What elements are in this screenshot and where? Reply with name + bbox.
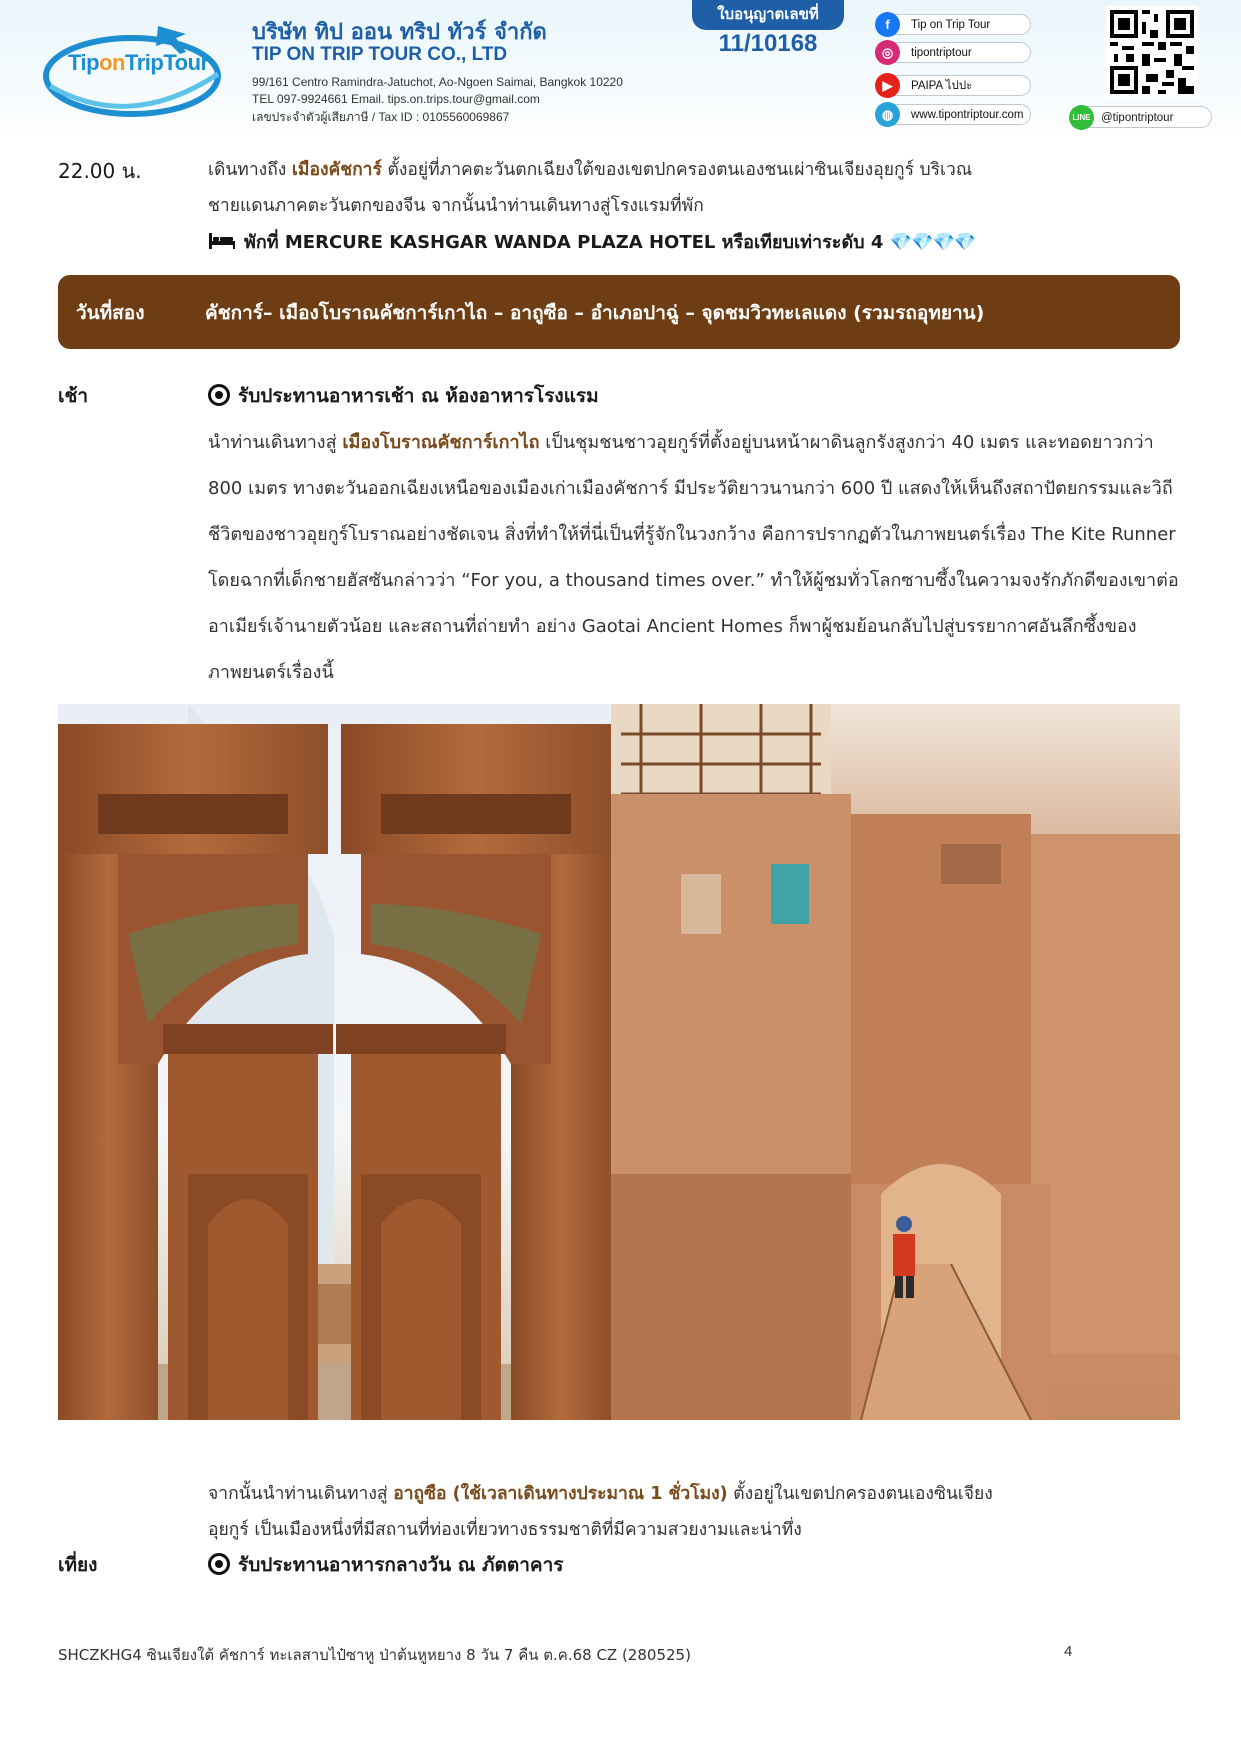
instagram-link[interactable]: ◎ tipontriptour <box>876 42 1031 63</box>
place-artux: อาถูซือ (ใช้เวลาเดินทางประมาณ 1 ชั่วโมง) <box>393 1484 728 1504</box>
footer-program-code: SHCZKHG4 ซินเจียงใต้ คัชการ์ ทะเลสาบไป๋ซาหู ป่าต้นหูหยาง 8 วัน 7 คืน ต.ค.68 CZ (280525) <box>58 1646 691 1664</box>
line-icon: LINE <box>1069 105 1094 130</box>
license-label: ใบอนุญาตเลขที่ <box>692 0 844 30</box>
facebook-link[interactable]: f Tip on Trip Tour <box>876 14 1031 35</box>
photo-old-town-alley <box>611 704 1180 1420</box>
day-header-bar <box>58 275 1180 349</box>
youtube-link[interactable]: ▶ PAIPA ไปปะ <box>876 75 1031 96</box>
arrival-paragraph: เดินทางถึง เมืองคัชการ์ ตั้งอยู่ที่ภาคตะวันตกเฉียงใต้ของเขตปกครองตนเองชนเผ่าซินเจียงอุยกูร์ บริเวณ ชายแดนภาคตะวันตกของจีน จากนั้นนำท่านเดินทางสู่โรงแรมที่พัก <box>208 160 973 216</box>
gaotai-paragraph: นำท่านเดินทางสู่ เมืองโบราณคัชการ์เกาไถ เป็นชุมชนชาวอุยกูร์ที่ตั้งอยู่บนหน้าผาดินลูกรังสูงกว่า 40 เมตร และทอดยาวกว่า 800 เมตร ทางตะวันออกเฉียงเหนือของเมืองเก่าเมืองคัชการ์ มีประวัติยาวนานกว่า 600 ปี แสดงให้เห็นถึงสถาปัตยกรรมและวิถีชีวิตของชาวอุยกูร์โบราณอย่างชัดเจน สิ่งที่ทำให้ที่นี่เป็นที่รู้จักในวงกว้าง คือการปรากฏตัวในภาพยนตร์เรื่อง The Kite Runner โดยฉากที่เด็กชายฮัสซันกล่าวว่า “For you, a thousand times over.” ทำให้ผู้ชมทั่วโลกซาบซึ้งในความจงรักภักดีของเขาต่ออาเมียร์เจ้านายตัวน้อย และสถานที่ถ่ายทำ อย่าง Gaotai Ancient Homes ก็พาผู้ชมย้อนกลับไปสู่บรรยากาศอันลึกซึ้งของภาพยนตร์เรื่องนี้ <box>208 432 1179 683</box>
qr-code <box>1106 6 1198 98</box>
company-name-th: บริษัท ทิป ออน ทริป ทัวร์ จำกัด <box>252 20 547 45</box>
old-town-image <box>611 704 1180 1420</box>
facebook-icon: f <box>875 12 900 37</box>
company-logo: TiponTripTour <box>68 50 209 75</box>
hotel-info: พักที่ MERCURE KASHGAR WANDA PLAZA HOTEL หรือเทียบเท่าระดับ 4 💎💎💎💎 <box>208 227 975 256</box>
page-header <box>0 0 1241 140</box>
instagram-icon: ◎ <box>875 40 900 65</box>
company-address: 99/161 Centro Ramindra-Jatuchot, Ao-Ngoen Saimai, Bangkok 10220 <box>252 75 623 89</box>
place-gaotai: เมืองโบราณคัชการ์เกาไถ <box>342 432 540 453</box>
breakfast-info: รับประทานอาหารเช้า ณ ห้องอาหารโรงแรม <box>208 381 599 411</box>
dish-icon <box>208 384 230 406</box>
company-contact: TEL 097-9924661 Email. tips.on.trips.tour@gmail.com <box>252 92 540 106</box>
day-title: คัชการ์– เมืองโบราณคัชการ์เกาไถ – อาถูซือ – อำเภอปาฉู่ – จุดชมวิวทะเลแดง (รวมรถอุทยาน) <box>205 302 985 324</box>
license-number: 11/10168 <box>718 30 818 57</box>
day-label: วันที่สอง <box>76 302 145 324</box>
youtube-icon: ▶ <box>875 73 900 98</box>
bed-icon <box>208 231 236 251</box>
company-name-en: TIP ON TRIP TOUR CO., LTD <box>252 44 508 65</box>
brick-gate-image <box>58 704 611 1420</box>
breakfast-label: เช้า <box>58 385 89 407</box>
lunch-label: เที่ยง <box>58 1554 98 1576</box>
globe-icon: ◍ <box>875 102 900 127</box>
page-number: 4 <box>1064 1643 1073 1660</box>
artux-paragraph: จากนั้นนำท่านเดินทางสู่ อาถูซือ (ใช้เวลาเดินทางประมาณ 1 ชั่วโมง) ตั้งอยู่ในเขตปกครองตนเองซินเจียง อุยกูร์ เป็นเมืองหนึ่งที่มีสถานที่ท่องเที่ยวทางธรรมชาติที่มีความสวยงามและน่าทึ่ง <box>208 1484 993 1540</box>
website-link[interactable]: ◍ www.tipontriptour.com <box>876 104 1031 125</box>
diamond-rating-icon: 💎💎💎💎 <box>889 232 976 253</box>
place-kashgar: เมืองคัชการ์ <box>291 160 382 180</box>
company-tax-id: เลขประจำตัวผู้เสียภาษี / Tax ID : 0105560069867 <box>252 110 510 124</box>
time-label: 22.00 น. <box>58 159 142 183</box>
photo-brick-gates <box>58 704 611 1420</box>
lunch-info: รับประทานอาหารกลางวัน ณ ภัตตาคาร <box>208 1550 563 1580</box>
dish-icon <box>208 1553 230 1575</box>
line-link[interactable]: LINE @tipontriptour <box>1070 106 1212 128</box>
